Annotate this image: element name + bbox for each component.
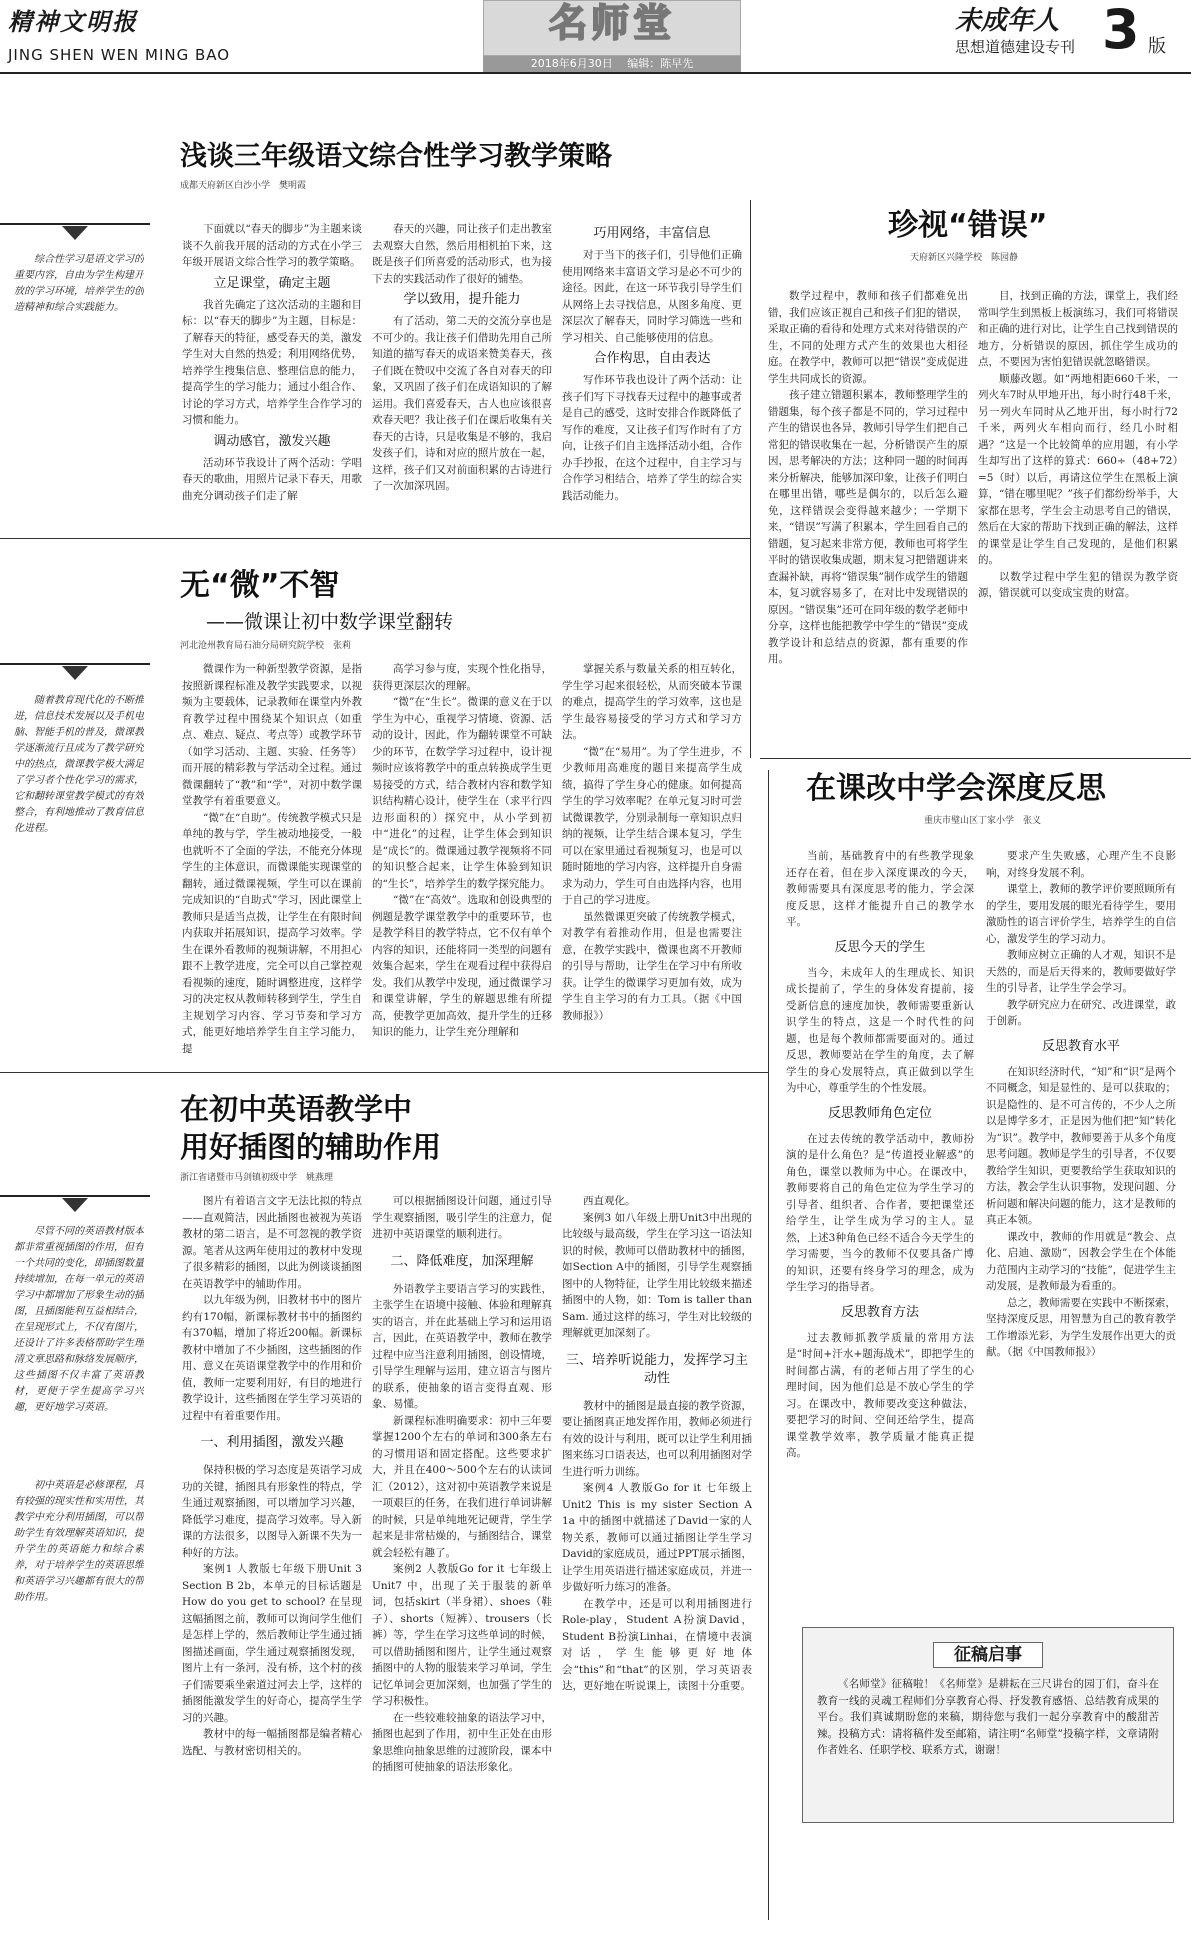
- article-column: [182, 1193, 362, 1933]
- article-column: [978, 288, 1178, 750]
- section-title: 名师堂: [548, 1, 675, 45]
- notice-body: 《名师堂》征稿啦！《名师堂》是耕耘在三尺讲台的园丁们，奋斗在教育一线的灵魂工程师们分享教育心得、抒发教育感悟、总结教育成果的平台。我们真诚期盼您的来稿，期待您与我们一起分享教育中的酸甜苦辣。投稿方式：请将稿件发至邮箱，请注明“名师堂”投稿字样，文章请附作者姓名、任职学校、联系方式，谢谢！: [817, 1678, 1159, 1756]
- call-for-papers-box: [802, 1627, 1174, 1823]
- paragraph: 图片有着语言文字无法比拟的特点——直观简洁，因此插图也被视为英语教材的第二语言，是不可忽视的教学资源。笔者从这两年使用过的教材中发现了很多精彩的插图，以此为例谈谈插图在英语教学中的辅助作用。: [182, 1195, 362, 1290]
- article-byline: 浙江省诸暨市马剑镇初级中学 姚燕理: [180, 1173, 334, 1183]
- paragraph: “微”在“高效”。选取和创设典型的例题是教学课堂教学中的重要环节，也是教学科目的教学特点，它不仅有单个内容的知识，还能将同一类型的问题有效集合起来，学生在观看过程中获得启发。我们从教学中发现，通过微课学习和课堂讲解，学生的解题思维有所提高，使教学更加高效，提升学生的迁移知识的能力，让学生充分理解和: [372, 894, 552, 1038]
- sidebar-rule: [0, 1195, 150, 1197]
- subheading: 反思教育水平: [1041, 1038, 1120, 1054]
- paragraph: 数学过程中，教师和孩子们都难免出错，我们应该正视自己和孩子们犯的错误，采取正确的看待和处理方式来对待错误的产生，不同的处理方式产生的效果也大相径庭。在教学中，教师可以把“错误”变成促进学生共同成长的资源。: [768, 290, 968, 385]
- article-headline-line: 在初中英语教学中: [180, 1092, 413, 1126]
- paragraph: 掌握关系与数量关系的相互转化，学生学习起来很轻松，从而突破本节课的难点，提高学生的学习效率，这也是学生最容易接受的学习方式和学习方法。: [562, 663, 742, 741]
- paragraph: 课改中，教师的作用就是“教会、点化、启迪、激励”，因教会学生在个体能力范围内主动学习的“技能”，促进学生主动发展，是教师最为看重的。: [986, 1230, 1176, 1292]
- paragraph: 写作环节我也设计了两个活动：让孩子们写下寻找春天过程中的趣事或者是自己的感受，这时安排合作既降低了写作的难度，又让孩子们写作时有了方向，让孩子们自主选择活动小组，合作办手抄报，在这个过程中，自主学习与合作学习相结合，培养了学生的综合实践活动能力。: [562, 374, 742, 502]
- sidebar-summary: 综合性学习是语文学习的重要内容，自由为学生构建开放的学习环境，培养学生的创造精神和综合实践能力。: [14, 254, 144, 313]
- article-column: [372, 661, 552, 1065]
- paper-name-en: JING SHEN WEN MING BAO: [8, 46, 231, 64]
- paragraph: “微”在“自助”。传统教学模式只是单纯的教与学，学生被动地接受，一般也就听不了全面的学法，不能充分体现学生的主体意识，而微课能实现课堂的翻转，通过微课视频，学生可以在课前完成知识的“自助式”学习，因此课堂上教师只是适当点拨，让学生在有限时间内获取并拓展知识，提高学习效率。学生在课外看教师的视频讲解，不用担心跟不上教学进度，完全可以自己掌控观看视频的速度，随时调整进度，这样学习的决定权从教师转移到学生，学生自主规划学习内容、学习节奏和学习方式，能更好地培养学生自主学习能力，提: [182, 811, 362, 1055]
- paragraph: 总之，教师需要在实践中不断探索，坚持深度反思，用智慧为自己的教育教学工作增添光彩，为学生发展作出更大的贡献。（据《中国教师报》）: [986, 1296, 1176, 1358]
- article-headline-line: 用好插图的辅助作用: [180, 1130, 442, 1164]
- paragraph: 虽然微课更突破了传统教学模式，对教学有着推动作用，但是也需要注意，在教学实践中，微课也离不开教师的引导与帮助，让学生在学习中有所收获。让学生的微课学习更加有效，成为学生自主学习的有力工具。（据《中国教师报》）: [562, 910, 742, 1022]
- subheading: 三、培养听说能力，发挥学习主动性: [565, 1352, 748, 1386]
- subheading: 巧用网络，丰富信息: [593, 226, 711, 241]
- article-headline: 浅谈三年级语文综合性学习教学策略: [180, 141, 612, 172]
- subheading: 二、降低难度，加深理解: [390, 1253, 534, 1269]
- paragraph: 在过去传统的教学活动中，教师扮演的是什么角色？是“传道授业解惑”的角色，课堂以教师为中心。在课改中，教师要将自己的角色定位为学生学习的引导者、组织者、合作者，要把课堂还给学生，让学生成为学习的主人。显然，上述3种角色已经不适合今天学生的学习需要，当今的教师不仅要具备广博的知识，还要有终身学习的理念，成为学生学习的指导者。: [786, 1132, 974, 1293]
- paragraph: 在一些较难较抽象的语法学习中，插图也起到了作用，初中生正处在由形象思维向抽象思维的过渡阶段，课本中的插图可使抽象的语法形象化。: [372, 1711, 552, 1773]
- paragraph: 西直观化。: [583, 1195, 636, 1207]
- article-headline: 在课改中学会深度反思: [806, 771, 1106, 806]
- paragraph: 下面就以“春天的脚步”为主题来谈谈不久前我开展的活动的方式在小学三年级开展语文综合性学习的教学策略。: [182, 223, 362, 268]
- paper-name-cn: 精神文明报: [8, 7, 138, 36]
- paragraph: 教材中的插图是最直接的教学资源，要让插图真正地发挥作用，教师必须进行有效的设计与利用，既可以让学生利用插图来练习口语表达，也可以利用插图对学生进行听力训练。: [562, 1399, 752, 1478]
- paragraph: 要求产生失败感，心理产生不良影响，对终身发展不利。: [986, 850, 1176, 879]
- paragraph: 课堂上，教师的教学评价要照顾所有的学生，要用发展的眼光看待学生，要用激励性的语言评价学生，培养学生的自信心，激发学生的学习动力。: [986, 883, 1176, 945]
- subheading: 合作构思，自由表达: [593, 351, 711, 366]
- paragraph: 可以根据插图设计问题，通过引导学生观察插图，吸引学生的注意力，促进初中英语课堂的顺利进行。: [372, 1195, 552, 1240]
- article-column: [986, 848, 1176, 1618]
- paragraph: 新课程标准明确要求：初中三年要掌握1200个左右的单词和300条左右的习惯用语和固定搭配。这些要求扩大，并且在400～500个左右的认读词汇（2012），这对初中英语教学来说是一项艰巨的任务，在我们进行单词讲解的时候，只是单纯地死记硬背，学生学起来是非常枯燥的，与插图结合，课堂就会轻松有趣了。: [372, 1414, 552, 1559]
- column-subtitle: 思想道德建设专刊: [955, 38, 1076, 56]
- paragraph: 春天的兴趣，同让孩子们走出教室去观察大自然，然后用相机拍下来，这既是孩子们所喜爱的活动形式，也为接下去的实践活动作了很好的铺垫。: [372, 223, 552, 285]
- masthead: [0, 0, 1191, 70]
- paragraph: 活动环节我设计了两个活动：学唱春天的歌曲，用照片记录下春天，用歌曲充分调动孩子们走了解: [182, 456, 362, 502]
- article-byline: 成都天府新区白沙小学 樊明霞: [180, 181, 307, 191]
- sidebar-rule: [0, 223, 150, 225]
- sidebar-rule: [0, 663, 150, 665]
- article-column: [372, 221, 552, 531]
- paragraph: 对于当下的孩子们，引导他们正确使用网络来丰富语文学习是必不可少的途径。因此，在这一环节我引导学生们从网络上去寻找信息，从图多角度、更深层次了解春天，同时学习筛选一些和学习相关、自己能够使用的信息。: [562, 249, 742, 344]
- subheading: 学以致用，提升能力: [403, 292, 521, 307]
- paragraph: 案例1 人教版七年级下册Unit 3 Section B 2b，本单元的目标话题是How do you get to school? 在呈现这幅插图之前，教师可以询问学生他们是怎样上学的，然后教师让学生通过插图描述画面，学生通过观察插图发现，图片上有一条河，没有桥，这个村的孩子们需要乘坐索道过河去上学，这样的插图能激发学生的好奇心，提高学生学习的兴趣。: [182, 1563, 362, 1724]
- column-divider: [768, 770, 769, 1920]
- triangle-marker-icon: [62, 226, 88, 240]
- paragraph: 外语教学主要语言学习的实践性，主张学生在语境中接触、体验和理解真实的语言，并在此基础上学习和运用语言，因此，在英语教学中，教师在教学过程中应当注意利用插图，创设情境，引导学生理解与运用，建立语言与图片的联系，使抽象的语言变得直观、形象、易懂。: [372, 1282, 552, 1410]
- paragraph: 案例2 人教版Go for it 七年级上Unit7 中，出现了关于服装的新单词，包括skirt（半身裙）、shoes（鞋子）、shorts（短裤）、trousers（长裤）等，学生在学习这些单词的时候，可以借助插图和图片，让学生通过观察插图中的人物的服装来学习单词，学生记忆单词会更加深刻，也加强了学生的学习积极性。: [372, 1563, 552, 1707]
- paragraph: 目，找到正确的方法，课堂上，我们经常叫学生到黑板上板演练习，我们可将错误和正确的进行对比，让学生自己找到错误的地方，分析错误的原因，抓住学生成功的点，不要因为害怕犯错误就忽略错误。: [978, 290, 1178, 368]
- sidebar-summary: 尽管不同的英语教材版本都非常重视插图的作用，但有一个共同的变化，即插图数量持续增加，在每一单元的英语学习中都增加了形象生动的插图，且插图能利互益相结合，在呈现形式上，不仅有图片，还设计了许多表格帮助学生理清文章思路和脉络发展顺序，这些插图不仅丰富了英语教材，更便于学生提高学习兴趣，更好地学习英语。: [14, 1226, 144, 1413]
- triangle-marker-icon: [62, 666, 88, 680]
- paragraph: “微”在“易用”。为了学生进步，不少教师用高难度的题目来提高学生成绩，搞得了学生身心的健康。如何提高学生的学习效率呢？在单元复习时可尝试微课教学，分别录制每一章知识点归纳的视频，让学生结合课本复习，学生可以在家里通过看视频复习，也是可以随时随地的学习内容，这样提升自身需求为动力，学生可自由选择内容，也用于自己的学习进度。: [562, 745, 742, 906]
- article-column: [768, 288, 968, 750]
- paragraph: 当前，基础教育中的有些教学现象还存在着，但在步入深度课改的今天，教师需要具有深度思考的能力，学会深度反思，这样才能提升自己的教学水平。: [786, 850, 974, 928]
- article-column: [786, 848, 974, 1618]
- paragraph: 当今，未成年人的生理成长、知识成长提前了，学生的身体发育提前，接受新信息的速度加快，教师需要重新认识学生的特点，这是一个时代性的问题，也是每个教师都需要面对的。通过反思，教师要站在学生的角度，去了解学生的身心发展特点，真正做到以学生为中心，尊重学生的个性发展。: [786, 966, 974, 1094]
- section-divider: [0, 538, 750, 539]
- paragraph: 过去教师抓教学质量的常用方法是“时间+汗水+题海战术”，即把学生的时间都占满，有的老师占用了学生的心理时间，因为他们总是不放心学生的学习。在课改中，教师要改变这种做法，要把学习的时间、空间还给学生，提高课堂教学效率，教学质量才能真正提高。: [786, 1331, 974, 1459]
- subheading: 反思今天的学生: [834, 939, 926, 955]
- article-byline: 重庆市璧山区丁家小学 张义: [924, 816, 1042, 826]
- article-column: [182, 661, 362, 1065]
- column-name: 未成年人: [955, 6, 1060, 36]
- section-divider: [0, 1072, 768, 1073]
- article-column: [182, 221, 362, 531]
- subheading: 一、利用插图，激发兴趣: [200, 1435, 344, 1450]
- article-column: [562, 221, 742, 531]
- paragraph: 在知识经济时代，“知”和“识”是两个不同概念，知是显性的、是可以获取的；识是隐性的、是不可言传的，不少人之所以是博学多才，正是因为他们把“知”转化为“识”。教学中，教师要善于从多个角度思考问题。教师是学生的引导者，不仅要教给学生知识，更要教给学生获取知识的方法，教会学生认识事物，发现问题、分析问题和解决问题的能力，这才是教师的真正本领。: [986, 1065, 1176, 1226]
- paragraph: 顺藤改题。如“两地相距660千米，一列火车7时从甲地开出，每小时行48千米，另一列火车同时从乙地开出，每小时行72千米，两列火车相向而行，经几小时相遇？”这是一个比较简单的应用题，有小学生却写出了这样的算式：660÷（48+72）=5（时）以后，再请这位学生在黑板上演算，“错在哪里呢？”孩子们都纷纷举手，大家都在思考，学生会主动思考自己的错误，然后在大家的帮助下找到正确的解法，这样的课堂是让学生自己发现的，是他们积累的。: [978, 372, 1178, 566]
- article-column: [372, 1193, 552, 1933]
- paragraph: 案例4 人教版Go for it 七年级上Unit2 This is my sister Section A 1a 中的插图中就描述了David一家的人物关系，教师可以通过插图让学生学习David的家庭成员，通过PPT展示插图，让学生用英语进行描述家庭成员，并进一步做好听力练习的准备。: [562, 1482, 752, 1593]
- sidebar-summary: 初中英语是必修课程，具有较强的现实性和实用性，其教学中充分利用插图，可以帮助学生有效理解英语知识，提升学生的英语能力和综合素养，对于培养学生的英语思维和英语学习兴趣都有很大的帮助作用。: [14, 1480, 144, 1603]
- paragraph: 案例3 如八年级上册Unit3中出现的比较级与最高级，学生在学习这一语法知识的时候，教师可以借助教材中的插图，如Section A中的插图，引导学生观察插图中的人物特征，让学生用比较级来描述插图中的人物，如：Tom is taller than Sam. 通过这样的练习，学生对比较级的理解就更加深刻了。: [562, 1211, 752, 1339]
- notice-title-frame: [933, 1642, 1043, 1668]
- issue-date: 2018年6月30日: [530, 57, 613, 70]
- paragraph: 微课作为一种新型教学资源，是指按照新课程标准及教学实践要求，以视频为主要载体，记录教师在课堂内外教育教学过程中围绕某个知识点（如重点、难点、疑点、考点等）或教学环节（如学习活动、主题、实验、任务等）而开展的精彩教与学活动全过程。通过微课翻转了“教”和“学”，对初中数学课堂教学有着重要意义。: [182, 663, 362, 807]
- paragraph: 孩子建立错题积累本，教师整理学生的错题集，每个孩子都是不同的，学习过程中产生的错误也各异，教师引导学生们把自己常犯的错误收集在一起，分析错误产生的原因，思考解决的方法；这种同一题的时间再来分析解决，能够加深印象，让孩子们明白在哪里出错，哪些是偶尔的，以后怎么避免，这样错误会变得越来越少；一学期下来，“错误”写满了积累本，学生回看自己的错题，复习起来非常方便，教师也可将学生平时的错误收集成题，期末复习把错题讲来查漏补缺，再将“错误集”制作成学生的错题本，复习就容易多了，在对比中发现错误的原因。“错误集”还可在同年级的数学老师中分享，这样也能把教学中学生的“错误”变成教学设计和总结点的资源，都有重要的作用。: [768, 389, 968, 665]
- paragraph: 有了活动，第二天的交流分享也是不可少的。我让孩子们借助先用自己所知道的描写春天的成语来赞美春天，孩子们既在赞叹中交流了各自对春天的印象，又巩固了孩子们在成语知识的了解运用。我们喜爱春天，古人也应该很喜欢春天吧？我让孩子们在课后收集有关春天的古诗，只是收集是不够的，我启发孩子们，诗和对应的照片放在一起，这样，孩子们又对前面积累的古诗进行了一次加深巩固。: [372, 315, 552, 492]
- notice-title: 征稿启事: [954, 1645, 1022, 1665]
- section-divider: [760, 758, 1191, 759]
- article-byline: 天府新区兴隆学校 陈园静: [910, 253, 1019, 263]
- paragraph: 以九年级为例，旧教材书中的图片约有170幅，新课标教材书中的插图约有370幅，增加了将近200幅。新课标教材中增加了不少插图，这些插图的作用、意义在英语课堂教学中的作用和价值，教师一定要利用好，有目的地进行教学设计，这些插图在学生学习英语的过程中有着重要作用。: [182, 1294, 362, 1422]
- column-divider: [750, 200, 751, 758]
- paragraph: 教学研究应力在研究、改进课堂，敢于创新。: [986, 998, 1176, 1027]
- paragraph: “微”在“生长”。微课的意义在于以学生为中心，重视学习情境、资源、活动的设计，因此，作为翻转课堂不可缺少的环节，在数学学习过程中，设计视频时应该将教学中的重点转换成学生更易接受的方式，结合教材内容和数学知识结构精心设计，使学生在（求平行四边形面积的）探究中，从小学到初中“进化”的过程，让学生体会到知识是“成长”的。微课通过教学视频将不同的知识整合起来，让学生体验到知识的“生长”，培养学生的数学探究能力。: [372, 696, 552, 890]
- paragraph: 保持积极的学习态度是英语学习成功的关键，插图具有形象性的特点，学生通过观察插图，可以增加学习兴趣，降低学习难度，提高学习效率。导入新课的方法很多，以图导入新课不失为一种好的方法。: [182, 1464, 362, 1559]
- subheading: 调动感官，激发兴趣: [213, 433, 331, 449]
- paragraph: 在教学中，还是可以利用插图进行Role-play，Student A扮演David，Student B扮演Linhai，在情境中表演对话，学生能够更好地体会“this”和“that”的区别，学习英语表达，更好地在听说课上，读图十分重要。: [562, 1597, 752, 1692]
- masthead-rule: [0, 72, 1191, 74]
- article-column: [562, 1193, 752, 1933]
- subheading: 反思教育方法: [840, 1304, 919, 1320]
- page-number: 3: [1102, 0, 1140, 61]
- issue-editor: 编辑：陈早先: [627, 57, 694, 70]
- article-column: [562, 661, 742, 1065]
- article-headline: 珍视“错误”: [888, 208, 1048, 243]
- paragraph: 高学习参与度，实现个性化指导，获得更深层次的理解。: [372, 663, 552, 692]
- paragraph: 教材中的每一幅插图都是编者精心选配、与教材密切相关的。: [182, 1728, 362, 1757]
- sidebar-summary: 随着教育现代化的不断推进，信息技术发展以及手机电脑、智能手机的普及，微课教学逐渐流行且成为了教学研究中的热点，微课教学极大满足了学习者个性化学习的需求，它和翻转课堂教学模式的有效整合，有利地推动了教育信息化进程。: [14, 695, 144, 834]
- paragraph: 我首先确定了这次活动的主题和目标：以“春天的脚步”为主题，目标是：了解春天的特征，感受春天的美，激发学生对大自然的热爱；利用网络优势，培养学生搜集信息、整理信息的能力，提高学生的学习能力；通过小组合作、讨论的学习方式，培养学生合作学习的习惯和能力。: [182, 298, 362, 426]
- article-byline: 河北沧州教育局石油分局研究院学校 张莉: [180, 641, 352, 651]
- triangle-marker-icon: [62, 1198, 88, 1212]
- page-unit: 版: [1148, 36, 1166, 57]
- subheading: 立足课堂，确定主题: [213, 275, 331, 291]
- article-headline: 无“微”不智: [180, 568, 340, 603]
- paragraph: 教师应树立正确的人才观，知识不是天然的，而是后天得来的，教师要做好学生的引导者，让学生学会学习。: [986, 949, 1176, 994]
- issue-strip: [483, 56, 741, 72]
- paragraph: 以数学过程中学生犯的错误为教学资源，错误就可以变成宝贵的财富。: [978, 570, 1178, 599]
- subheading: 反思教师角色定位: [827, 1105, 932, 1121]
- article-subtitle: ——微课让初中数学课堂翻转: [206, 611, 454, 633]
